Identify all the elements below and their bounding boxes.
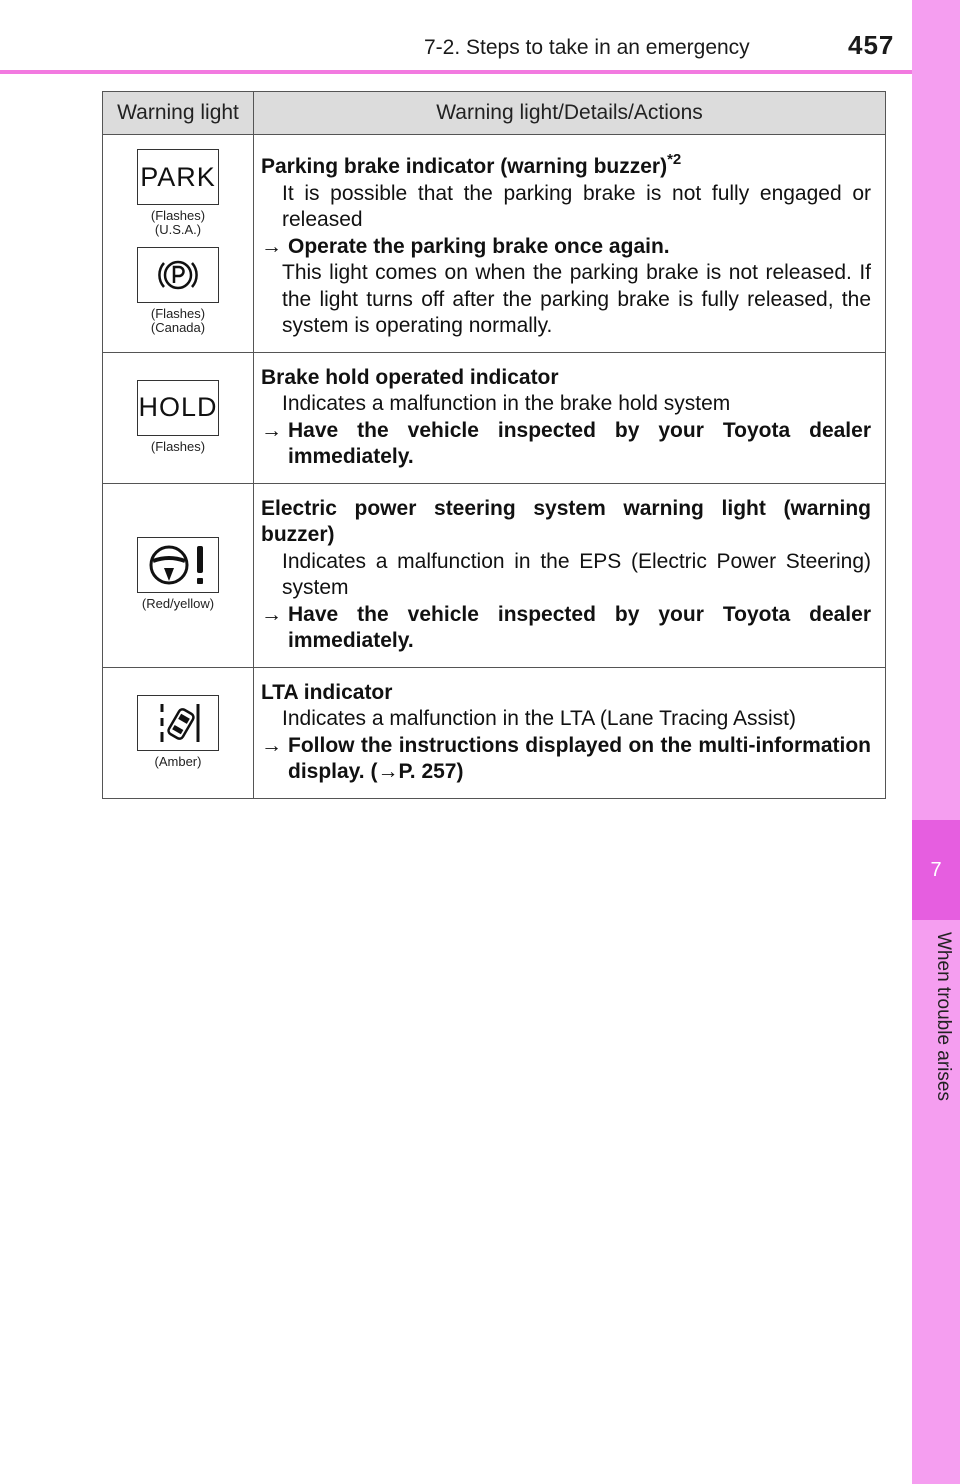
arrow-icon: → xyxy=(261,733,282,757)
warning-title: Brake hold operated indicator xyxy=(261,365,559,389)
warning-light-cell xyxy=(103,667,254,798)
chapter-number: 7 xyxy=(930,858,942,881)
chapter-number-badge xyxy=(912,820,960,920)
parking-brake-p-icon xyxy=(137,247,219,303)
warning-action: → Follow the instructions displayed on the multi-information display. (→P. 257) xyxy=(261,733,871,783)
page-header xyxy=(0,0,912,72)
hold-text-icon: HOLD xyxy=(137,380,219,436)
warning-description: Indicates a malfunction in the EPS (Electric Power Steering) system xyxy=(282,549,871,599)
icon-caption: (Flashes) (U.S.A.) xyxy=(150,208,206,238)
chapter-side-tab xyxy=(912,0,960,1484)
warning-description: Indicates a malfunction in the LTA (Lane Tracing Assist) xyxy=(282,707,796,730)
steering-wheel-warning-icon xyxy=(137,537,219,593)
warning-description: Indicates a malfunction in the brake hold system xyxy=(282,392,731,415)
warning-light-cell xyxy=(103,352,254,483)
warning-light-cell xyxy=(103,483,254,667)
page-number: 457 xyxy=(848,30,895,60)
arrow-icon: → xyxy=(261,418,282,442)
warning-note: This light comes on when the parking brake is not released. If the light turns off after the parking brake is fully released, the system is operating normally. xyxy=(282,261,871,337)
warning-light-cell xyxy=(103,135,254,353)
section-title: 7-2. Steps to take in an emergency xyxy=(424,36,750,59)
warning-action: → Have the vehicle inspected by your Toyota dealer immediately. xyxy=(261,418,871,468)
details-cell xyxy=(254,135,886,353)
park-text-icon: PARK xyxy=(137,149,219,205)
page-reference-arrow-icon: → xyxy=(377,760,399,783)
table-row xyxy=(103,483,886,667)
column-header-details: Warning light/Details/Actions xyxy=(254,92,886,135)
warning-title: Parking brake indicator (warning buzzer)$^{*2}$ xyxy=(261,151,682,178)
column-header-warning-light: Warning light xyxy=(103,92,254,135)
page-reference-link[interactable]: P. 257 xyxy=(398,760,457,783)
warning-light-table xyxy=(102,91,886,799)
warning-description: It is possible that the parking brake is not fully engaged or released xyxy=(282,181,871,231)
details-cell xyxy=(254,352,886,483)
arrow-icon: → xyxy=(261,602,282,626)
arrow-icon: → xyxy=(261,234,282,258)
header-divider xyxy=(0,70,912,74)
details-cell xyxy=(254,667,886,798)
warning-action: → Have the vehicle inspected by your Toyota dealer immediately. xyxy=(261,602,871,652)
table-row xyxy=(103,352,886,483)
warning-action: → Operate the parking brake once again. xyxy=(261,234,871,261)
icon-caption: (Flashes) (Canada) xyxy=(150,306,206,336)
table-row xyxy=(103,667,886,798)
warning-title: LTA indicator xyxy=(261,680,393,704)
details-cell xyxy=(254,483,886,667)
table-header-row xyxy=(103,92,886,135)
warning-title: Electric power steering system warning light (warning buzzer) xyxy=(261,496,871,546)
icon-caption: (Amber) xyxy=(154,753,202,769)
icon-caption: (Red/yellow) xyxy=(141,596,215,611)
icon-caption: (Flashes) xyxy=(150,438,206,454)
table-row xyxy=(103,135,886,353)
chapter-title: When trouble arises xyxy=(933,932,954,1101)
lane-tracing-assist-icon xyxy=(137,695,219,751)
